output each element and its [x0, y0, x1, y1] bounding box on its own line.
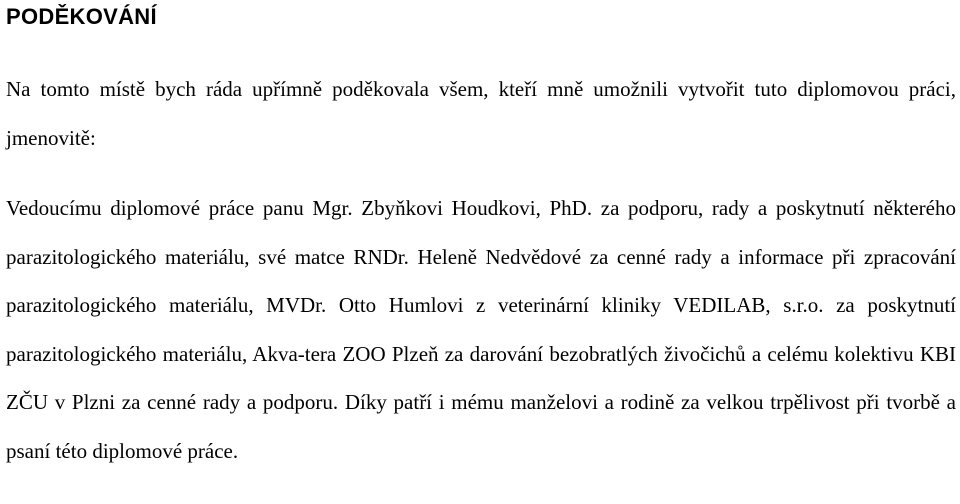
thanks-paragraph: Vedoucímu diplomové práce panu Mgr. Zbyňkovi Houdkovi, PhD. za podporu, rady a poskytnutí některého parazitologického materiálu, své matce RNDr. Heleně Nedvědové za cenné rady a informace při zpracování parazitologického materiálu, MVDr. Otto Humlovi z veterinární kliniky VEDILAB, s.r.o. za poskytnutí parazitologického materiálu, Akva-tera ZOO Plzeň za darování bezobratlých živočichů a celému kolektivu KBI ZČU v Plzni za cenné rady a podporu. Díky patří i mému manželovi a rodině za velkou trpělivost při tvorbě a psaní této diplomové práce.	[6, 196, 956, 463]
page-heading: PODĚKOVÁNÍ	[6, 4, 157, 29]
intro-paragraph: Na tomto místě bych ráda upřímně poděkovala všem, kteří mně umožnili vytvořit tuto diplomovou práci, jmenovitě:	[6, 77, 956, 150]
